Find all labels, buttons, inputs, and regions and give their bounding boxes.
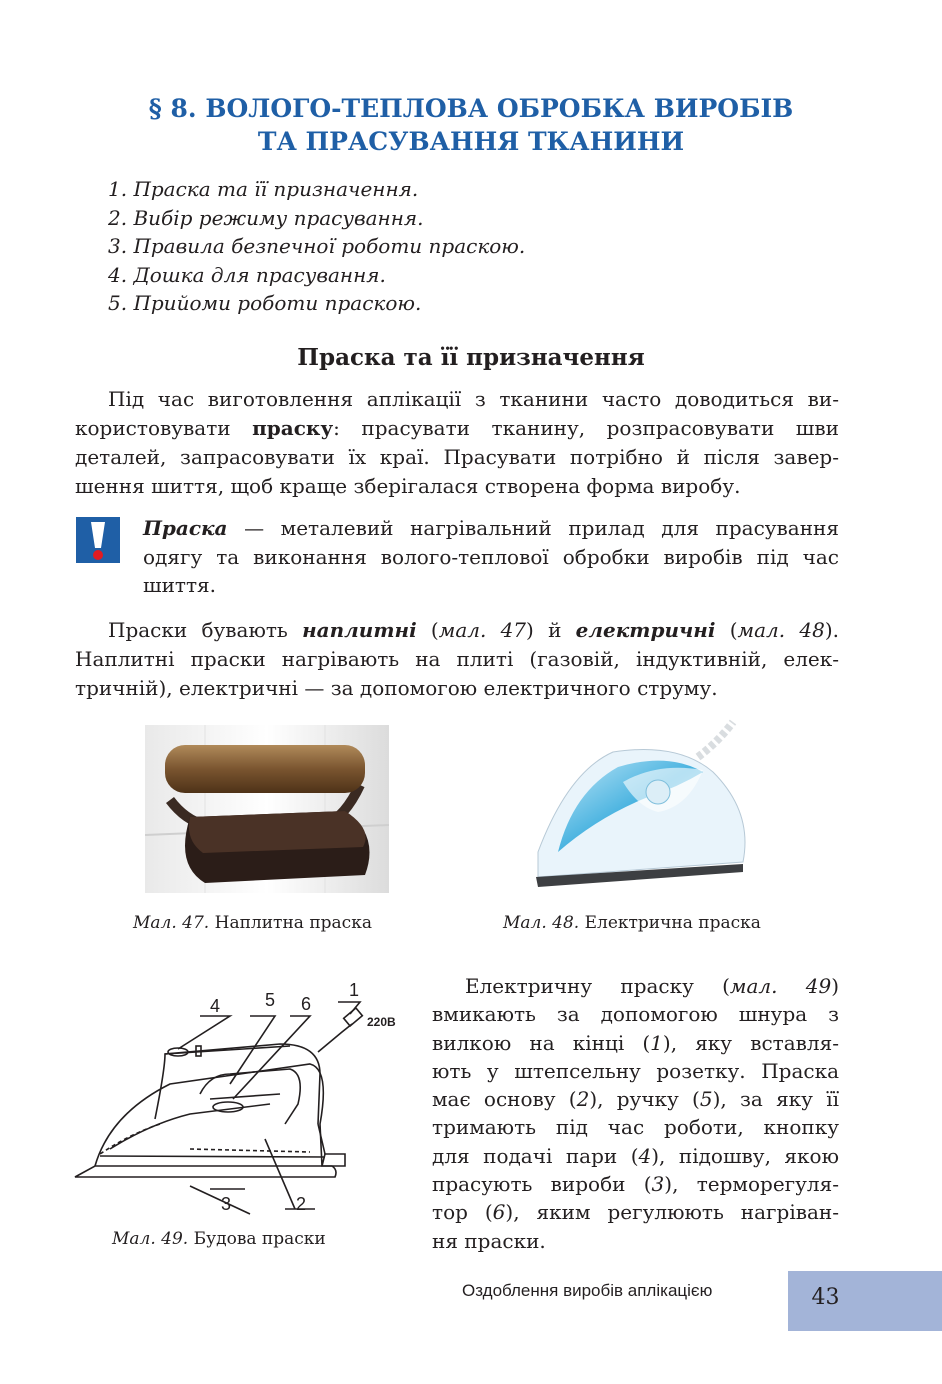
topic-item: 2. Вибір режиму прасування.: [108, 205, 424, 230]
text-run: Праски бувають: [108, 618, 303, 642]
part-ref: 4: [638, 1143, 652, 1168]
figure-48-caption: [503, 913, 761, 933]
text-run: ), яку вставля-: [662, 1030, 839, 1055]
text-run: : прасувати тканину, розпрасовувати шви: [333, 416, 839, 440]
section-title-line1: § 8. ВОЛОГО-ТЕПЛОВА ОБРОБКА ВИРОБІВ: [148, 94, 794, 123]
figure-47-caption: [133, 913, 372, 933]
topic-item: 4. Дошка для прасування.: [108, 262, 386, 287]
bold-term: наплитні: [302, 618, 417, 642]
text-line: [432, 1198, 839, 1226]
chapter-footer: Оздоблення виробів аплікацією: [462, 1281, 713, 1300]
section-title: [60, 92, 882, 158]
text-line: шиття.: [143, 573, 217, 597]
intro-paragraph: [75, 385, 839, 501]
topic-item: 1. Праска та її призначення.: [108, 177, 419, 201]
text-line: [75, 616, 839, 645]
electric-iron-description: [432, 972, 839, 1255]
text-run: (: [715, 618, 738, 642]
page-number-box: [788, 1271, 942, 1331]
bold-term: електричні: [575, 618, 716, 642]
text-run: ), підошву, якою: [651, 1143, 839, 1168]
text-run: Електричну праску (: [465, 974, 730, 998]
text-line: тримають під час роботи, кнопку: [432, 1115, 839, 1140]
text-line: [432, 972, 839, 1000]
text-run: ): [831, 974, 839, 998]
label-5: 5: [265, 990, 276, 1010]
figure-number: Мал. 48.: [503, 913, 580, 933]
text-line: вмикають за допомогою шнура з: [432, 1002, 839, 1027]
label-1: 1: [349, 980, 360, 1000]
text-run: — металевий нагрівальний прилад для прасування: [227, 516, 839, 540]
page-number: 43: [811, 1285, 840, 1310]
figure-ref: мал. 47: [438, 618, 527, 642]
figure-49-caption: [112, 1229, 326, 1249]
label-4: 4: [210, 996, 221, 1016]
label-2: 2: [296, 1194, 307, 1214]
text-run: ), терморегуля-: [664, 1172, 839, 1197]
text-line: [143, 514, 839, 543]
definition-block: [143, 514, 839, 600]
text-line: [432, 1085, 839, 1113]
part-ref: 3: [651, 1172, 665, 1197]
text-line: ня праски.: [432, 1228, 546, 1253]
text-line: Наплитні праски нагрівають на плиті (газовій, індуктивній, елек-: [75, 647, 839, 671]
text-run: ) й: [526, 618, 576, 642]
text-line: ють у штепсельну розетку. Праска: [432, 1058, 839, 1083]
text-run: (: [416, 618, 439, 642]
section-title-line2: ТА ПРАСУВАННЯ ТКАНИНИ: [257, 127, 685, 156]
text-run: прасують вироби (: [432, 1172, 652, 1197]
subsection-heading: Праска та її призначення: [297, 344, 645, 371]
text-run: для подачі пари (: [432, 1143, 639, 1168]
label-3: 3: [221, 1194, 232, 1214]
text-line: Під час виготовлення аплікації з тканини часто доводиться ви-: [108, 387, 839, 411]
text-run: користовувати: [75, 416, 253, 440]
figure-number: Мал. 49.: [112, 1229, 189, 1249]
topic-item: 3. Правила безпечної роботи праскою.: [108, 234, 526, 258]
text-run: ).: [824, 618, 839, 642]
figure-ref: мал. 48: [737, 618, 825, 642]
stove-iron-image: [145, 725, 389, 893]
text-run: ), ручку (: [589, 1087, 700, 1112]
text-run: вилкою на кінці (: [432, 1030, 651, 1055]
caption-text: Електрична праска: [584, 913, 761, 933]
text-line: [432, 1170, 839, 1198]
text-line: деталей, запрасовувати їх краї. Прасувати потрібно й після завер-: [75, 445, 839, 469]
topics-list: [108, 175, 525, 318]
text-run: має основу (: [432, 1087, 577, 1112]
voltage-label: 220В: [367, 1015, 396, 1029]
definition-term: Праска: [143, 516, 228, 540]
part-ref: 1: [650, 1030, 663, 1055]
figure-number: Мал. 47.: [133, 913, 210, 933]
bold-term: праску: [252, 416, 334, 440]
iron-structure-diagram: [70, 974, 415, 1219]
part-ref: 2: [576, 1087, 590, 1112]
types-paragraph: [75, 616, 839, 703]
text-run: ), за яку її: [712, 1087, 839, 1112]
caption-text: Будова праски: [193, 1229, 326, 1249]
text-run: тор (: [432, 1200, 493, 1225]
text-run: ), яким регулюють нагріван-: [505, 1200, 839, 1225]
topic-item: 5. Прийоми роботи праскою.: [108, 291, 422, 315]
part-ref: 6: [492, 1200, 506, 1225]
text-line: тричній), електричні — за допомогою електричного струму.: [75, 676, 718, 700]
text-line: [75, 414, 839, 443]
electric-iron-image: [528, 712, 750, 892]
text-line: [432, 1029, 839, 1057]
text-line: [432, 1142, 839, 1170]
label-6: 6: [301, 994, 312, 1014]
text-line: шення шиття, щоб краще зберігалася створена форма виробу.: [75, 474, 741, 498]
text-line: одягу та виконання волого-теплової обробки виробів під час: [143, 544, 839, 569]
part-ref: 5: [699, 1087, 713, 1112]
exclamation-icon: [76, 517, 120, 563]
caption-text: Наплитна праска: [214, 913, 372, 933]
figure-ref: мал. 49: [729, 974, 832, 998]
